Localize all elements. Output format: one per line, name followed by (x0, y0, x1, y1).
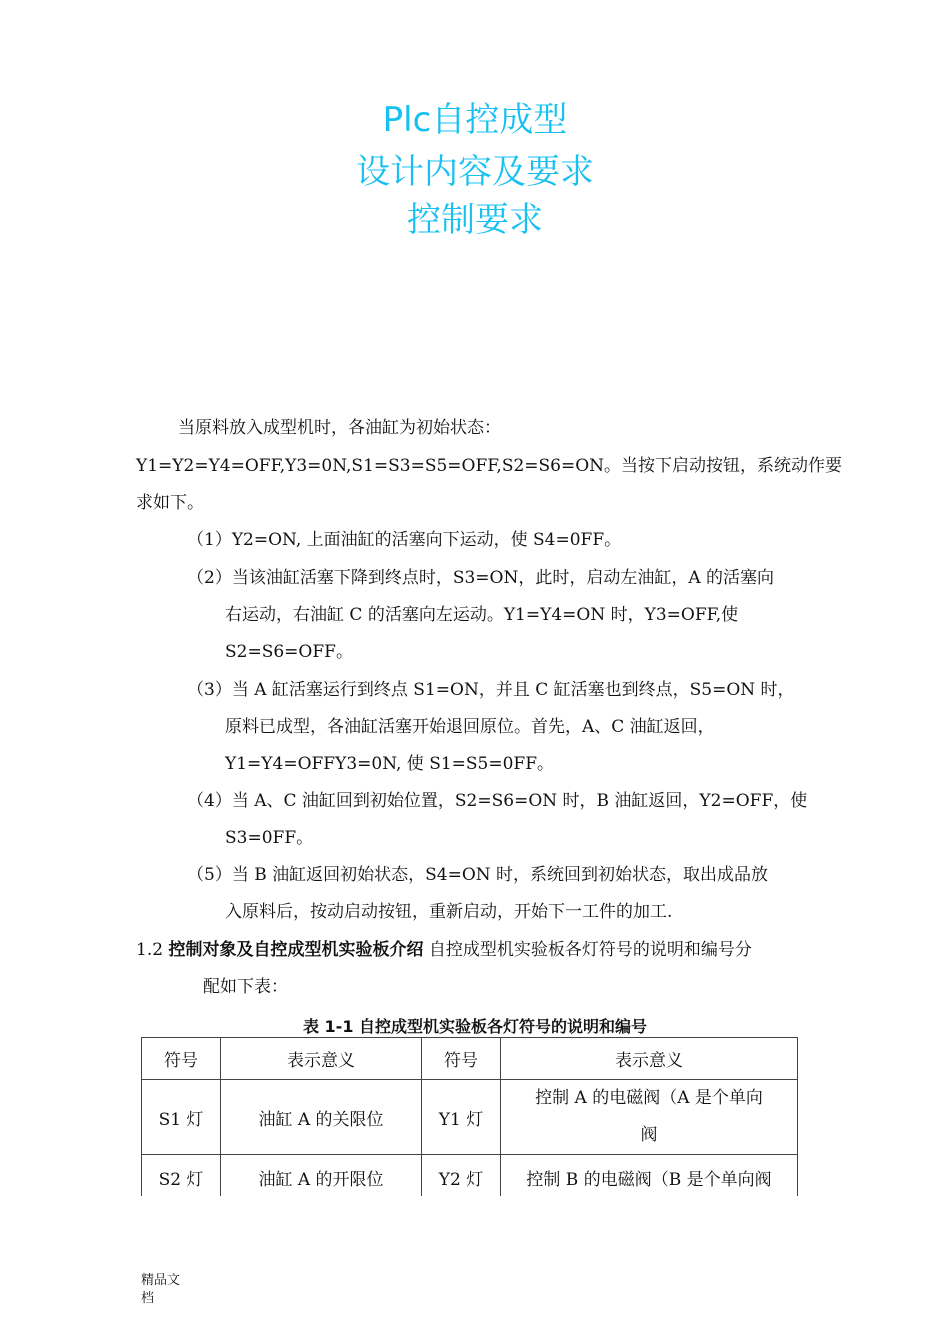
step-3-line-2: 原料已成型，各油缸活塞开始退回原位。首先，A、C 油缸返回， (225, 717, 715, 737)
header-cell: 符号 (422, 1038, 501, 1080)
intro-line-2: Y1=Y2=Y4=OFF,Y3=0N,S1=S3=S5=OFF,S2=S6=ON。当按下启动按钮，系统动作要 (136, 456, 843, 476)
step-1-line-1: （1）Y2=ON, 上面油缸的活塞向下运动，使 S4=0FF。 (187, 530, 622, 550)
intro-line-3: 求如下。 (136, 493, 204, 513)
header-cell: 符号 (142, 1038, 221, 1080)
doc-subtitle: 设计内容及要求 (356, 152, 594, 192)
section-heading: 控制对象及自控成型机实验板介绍 (168, 940, 424, 960)
table-header-row (142, 1038, 798, 1080)
table-row (142, 1080, 798, 1155)
section-heading-tail: 自控成型机实验板各灯符号的说明和编号分 (428, 940, 752, 960)
table-caption: 表 1-1 自控成型机实验板各灯符号的说明和编号 (302, 1017, 648, 1036)
lamp-symbol-table (141, 1037, 798, 1215)
footer-line: 精品文 (141, 1273, 181, 1288)
header-cell: 表示意义 (501, 1038, 798, 1080)
step-2-line-2: 右运动，右油缸 C 的活塞向左运动。Y1=Y4=ON 时，Y3=OFF,使 (225, 605, 739, 625)
table-cell-line: 控制 A 的电磁阀（A 是个单向 (535, 1088, 763, 1108)
table-cell-line: 阀 (640, 1125, 658, 1145)
table-cell: Y1 灯 (422, 1080, 501, 1155)
table-cell: Y2 灯 (422, 1155, 501, 1215)
section-line-2: 配如下表： (203, 977, 288, 997)
step-2-line-1: （2）当该油缸活塞下降到终点时，S3=ON，此时，启动左油缸，A 的活塞向 (187, 568, 775, 588)
intro-line-1: 当原料放入成型机时，各油缸为初始状态： (178, 418, 501, 438)
footer-watermark (141, 1272, 180, 1308)
doc-section-title: 控制要求 (407, 200, 543, 240)
table-cell: 油缸 A 的开限位 (221, 1155, 422, 1215)
header-cell: 表示意义 (221, 1038, 422, 1080)
step-3-line-3: Y1=Y4=OFFY3=0N, 使 S1=S5=0FF。 (225, 754, 555, 774)
section-heading-line (136, 932, 752, 969)
section-number: 1.2 (136, 940, 164, 960)
step-5-line-1: （5）当 B 油缸返回初始状态，S4=ON 时，系统回到初始状态，取出成品放 (187, 865, 769, 885)
step-4-line-1: （4）当 A、C 油缸回到初始位置，S2=S6=ON 时，B 油缸返回，Y2=OFF，使 (187, 791, 808, 811)
doc-title: Plc自控成型 (382, 100, 568, 140)
table-cell (501, 1080, 798, 1155)
step-4-line-2: S3=0FF。 (225, 828, 314, 848)
table-cell: S2 灯 (142, 1155, 221, 1215)
table-cell: 控制 B 的电磁阀（B 是个单向阀 (501, 1155, 798, 1215)
step-2-line-3: S2=S6=OFF。 (225, 642, 353, 662)
page-bottom-mask (0, 1196, 950, 1344)
step-5-line-2: 入原料后，按动启动按钮，重新启动，开始下一工件的加工. (225, 902, 673, 922)
table-cell: S1 灯 (142, 1080, 221, 1155)
table-cell: 油缸 A 的关限位 (221, 1080, 422, 1155)
footer-line: 档 (141, 1291, 155, 1306)
step-3-line-1: （3）当 A 缸活塞运行到终点 S1=ON，并且 C 缸活塞也到终点，S5=ON 时， (187, 680, 795, 700)
